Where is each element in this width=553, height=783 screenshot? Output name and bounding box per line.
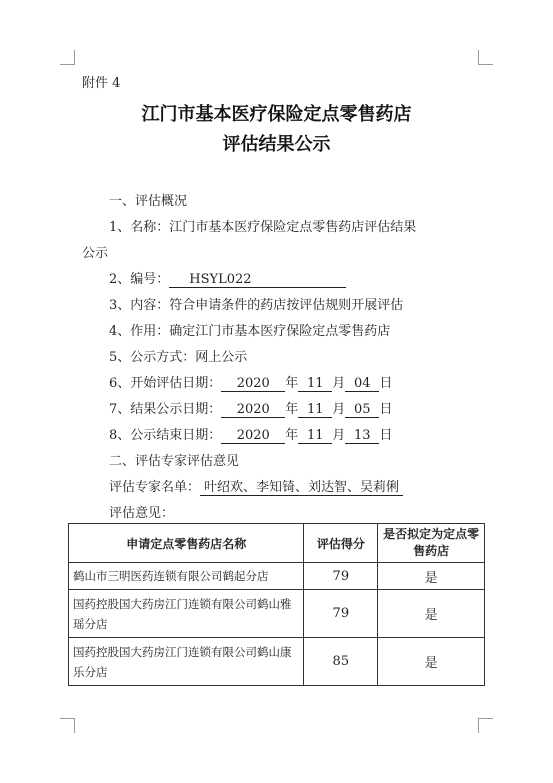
score: 85 [304, 638, 378, 686]
table-header-row [69, 524, 485, 563]
table-row [69, 590, 485, 638]
document-title-line2: 评估结果公示 [222, 134, 331, 155]
header-score: 评估得分 [304, 524, 378, 563]
pharmacy-name: 国药控股国大药房江门连锁有限公司鹤山康乐分店 [69, 638, 304, 686]
code-value: HSYL022 [169, 272, 346, 288]
pharmacy-name: 鹤山市三明医药连锁有限公司鹤起分店 [69, 563, 304, 590]
name-row [82, 216, 416, 235]
header-designated: 是否拟定为定点零售药店 [378, 524, 485, 563]
publish-date-row [82, 398, 392, 418]
crop-mark-top-right [478, 50, 493, 65]
day-unit: 日 [379, 402, 393, 417]
table-row [69, 638, 485, 686]
content-label: 3、内容： [109, 298, 170, 313]
header-pharmacy-name: 申请定点零售药店名称 [69, 524, 304, 563]
end-date-row [82, 424, 392, 444]
score: 79 [304, 590, 378, 638]
designated-result: 是 [378, 590, 485, 638]
start-date-row [82, 372, 392, 392]
month-unit: 月 [332, 402, 346, 417]
publish-day: 05 [345, 402, 379, 418]
purpose-row [82, 320, 390, 339]
crop-mark-bottom-right [478, 718, 493, 733]
purpose-label: 4、作用： [109, 324, 170, 339]
document-title-line1: 江门市基本医疗保险定点零售药店 [141, 104, 412, 125]
end-day: 13 [345, 428, 379, 444]
month-unit: 月 [332, 376, 346, 391]
section-expert-heading: 二、评估专家评估意见 [109, 454, 240, 469]
end-date-label: 8、公示结束日期： [109, 428, 222, 443]
experts-value: 叶绍欢、李知锜、刘达智、吴莉俐 [200, 480, 403, 496]
name-value-continued: 公示 [82, 246, 109, 261]
start-date-label: 6、开始评估日期： [109, 376, 222, 391]
name-value: 江门市基本医疗保险定点零售药店评估结果 [169, 220, 417, 235]
publish-year: 2020 [221, 402, 285, 418]
year-unit: 年 [285, 428, 299, 443]
day-unit: 日 [379, 428, 393, 443]
pharmacy-name: 国药控股国大药房江门连锁有限公司鹤山雅瑶分店 [69, 590, 304, 638]
start-year: 2020 [221, 376, 285, 392]
code-label: 2、编号： [109, 272, 170, 287]
experts-row [82, 476, 403, 496]
crop-mark-top-left [60, 50, 75, 65]
day-unit: 日 [379, 376, 393, 391]
purpose-value: 确定江门市基本医疗保险定点零售药店 [169, 324, 391, 339]
start-month: 11 [298, 376, 332, 392]
method-label: 5、公示方式： [109, 350, 196, 365]
method-value: 网上公示 [195, 350, 248, 365]
year-unit: 年 [285, 402, 299, 417]
section-overview-heading: 一、评估概况 [109, 194, 188, 209]
month-unit: 月 [332, 428, 346, 443]
method-row [82, 346, 247, 365]
score: 79 [304, 563, 378, 590]
content-row [82, 294, 403, 313]
crop-mark-bottom-left [60, 718, 75, 733]
name-label: 1、名称： [109, 220, 170, 235]
publish-date-label: 7、结果公示日期： [109, 402, 222, 417]
opinion-label: 评估意见： [109, 506, 175, 521]
end-year: 2020 [221, 428, 285, 444]
experts-label: 评估专家名单： [109, 480, 201, 495]
attachment-label: 附件 4 [82, 76, 121, 91]
publish-month: 11 [298, 402, 332, 418]
designated-result: 是 [378, 563, 485, 590]
code-row [82, 268, 346, 288]
table-row [69, 563, 485, 590]
evaluation-result-table [68, 523, 485, 686]
start-day: 04 [345, 376, 379, 392]
year-unit: 年 [285, 376, 299, 391]
end-month: 11 [298, 428, 332, 444]
designated-result: 是 [378, 638, 485, 686]
content-value: 符合申请条件的药店按评估规则开展评估 [169, 298, 404, 313]
